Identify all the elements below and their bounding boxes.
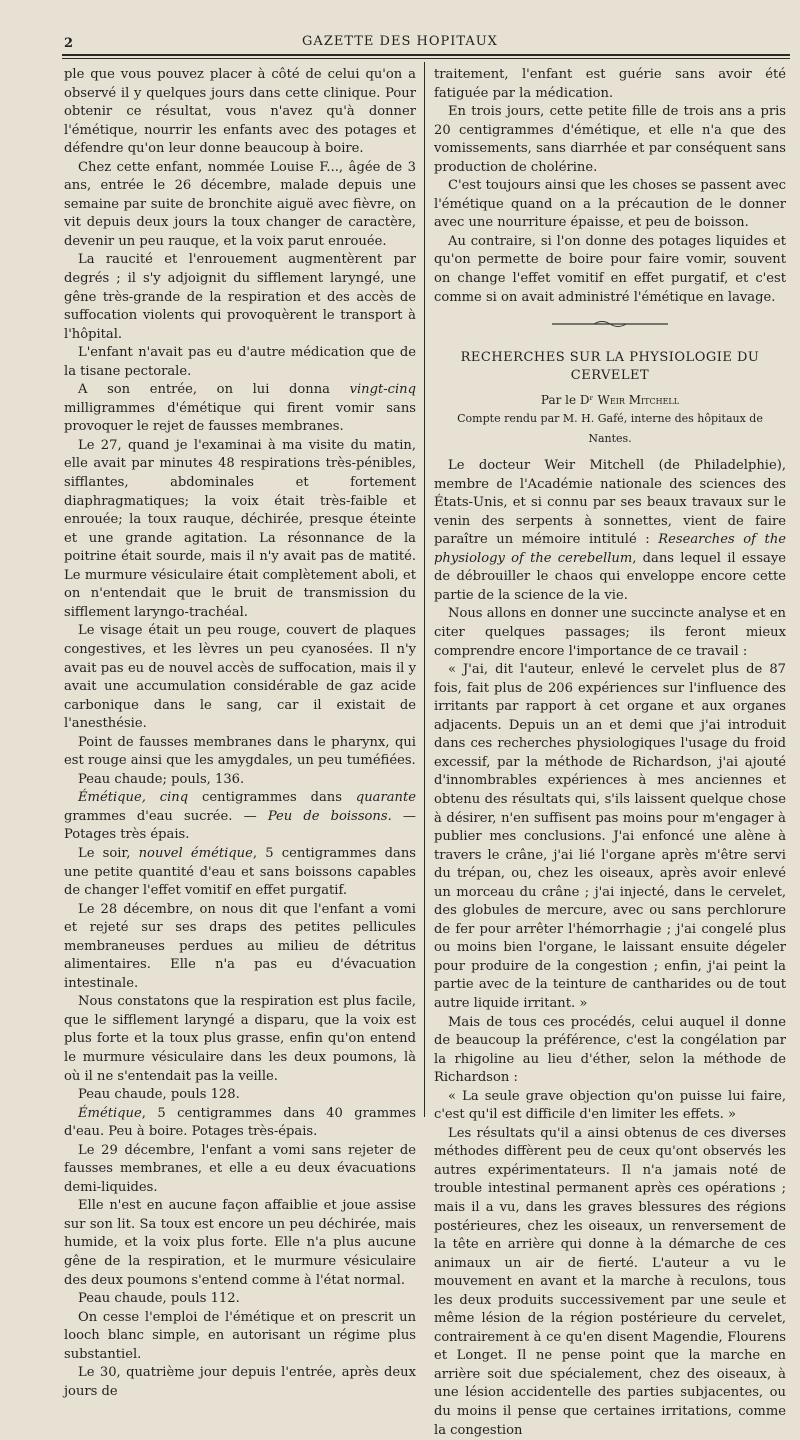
running-head: GAZETTE DES HOPITAUX <box>302 34 498 49</box>
text-run: Le soir, <box>78 845 139 861</box>
emphasis: Émétique <box>78 1105 142 1121</box>
emphasis: Émétique, cinq <box>78 790 189 806</box>
text-run: , 5 centigrammes dans une petite quantité d'eau et sans boissons capables de changer l'effet vomitif en effet purgatif. <box>64 845 416 899</box>
paragraph: Au contraire, si l'on donne des potages liquides et qu'on permette de boire pour faire vomir, souvent on change l'effet vomitif en effet purgatif, et c'est comme si on avait administré l'émétique en lavage. <box>434 233 786 305</box>
emphasis: vingt-cinq <box>349 382 416 398</box>
left-column <box>64 66 416 1401</box>
paragraph: Nous constatons que la respiration est plus facile, que le sifflement laryngé a disparu, que la voix est plus forte et la toux plus grasse, enfin qu'on entend le murmure vésiculaire dans les deux poumons, là où il ne s'entendait pas la veille. <box>64 994 416 1084</box>
paragraph: En trois jours, cette petite fille de trois ans a pris 20 centigrammes d'émétique, et elle n'a que des vomissements, sans diarrhée et par conséquent sans production de cholérine. <box>434 104 786 175</box>
header-rule <box>62 54 790 56</box>
paragraph: Elle n'est en aucune façon affaiblie et joue assise sur son lit. Sa toux est encore un peu déchirée, mais humide, et la voix plus forte. Elle n'a plus aucune gêne de la respiration, et le murmure vésiculaire des deux poumons s'entend comme à l'état normal. <box>64 1198 416 1288</box>
byline-prefix: Par le Dʳ <box>540 393 598 408</box>
column-divider <box>424 62 425 1117</box>
byline <box>434 391 786 409</box>
translator-name: Gafé <box>597 412 624 426</box>
paragraph: Le 30, quatrième jour depuis l'entrée, après deux jours de <box>64 1365 416 1399</box>
paragraph <box>64 789 416 845</box>
paragraph: ple que vous pouvez placer à côté de celui qu'on a observé il y quelques jours dans cette clinique. Pour obtenir ce résultat, vous n'avez qu'à donner l'émétique, nourrir les enfants avec des potages et défendre qu'on leur donne beaucoup à boire. <box>64 67 416 157</box>
page-number: 2 <box>64 36 74 51</box>
paragraph: C'est toujours ainsi que les choses se passent avec l'émétique quand on a la précaution de le donner avec une nourriture épaisse, et peu de boisson. <box>434 178 786 231</box>
text-run: Compte rendu par M. H. <box>457 412 598 426</box>
header-rule-thin <box>62 58 790 59</box>
ornament-rule-icon <box>550 319 670 329</box>
emphasis: Peu de boissons. <box>267 808 392 824</box>
paragraph: Peau chaude; pouls, 136. <box>78 771 245 787</box>
paragraph: L'enfant n'avait pas eu d'autre médication que de la tisane pectorale. <box>64 345 416 379</box>
text-run: , interne des hôpitaux de Nantes. <box>588 412 763 446</box>
translator-line <box>434 409 786 449</box>
article-title: RECHERCHES SUR LA PHYSIOLOGIE DU CERVELET <box>460 350 760 384</box>
paragraph: La raucité et l'enrouement augmentèrent par degrés ; il s'y adjoignit du sifflement laryngé, une gêne très-grande de la respiration et des accès de suffocation violents qui provoquèrent le transport à l'hôpital. <box>64 252 416 342</box>
author-name: Weir Mitchell <box>597 393 680 408</box>
text-run: milligrammes d'émétique qui firent vomir sans provoquer le rejet de fausses membranes. <box>64 400 416 435</box>
emphasis: nouvel émétique <box>138 845 253 861</box>
text-run: , dans lequel il essaye de débrouiller le chaos qui enveloppe encore cette partie de la science de la vie. <box>434 550 786 603</box>
emphasis: quarante <box>355 790 416 806</box>
paragraph: Point de fausses membranes dans le pharynx, qui est rouge ainsi que les amygdales, un peu tuméfiées. <box>64 734 416 769</box>
paragraph: « J'ai, dit l'auteur, enlevé le cervelet plus de 87 fois, fait plus de 206 expériences sur l'influence des irritants par rapport à cet organe et aux organes adjacents. Depuis un an et demi que j'ai introduit dans ces recherches physiologiques l'usage du froid excessif, par la méthode de Richardson, j'ai ajouté d'innombrables expériences à mes anciennes et obtenu des résultats qui, s'ils laissent quelque chose à désirer, n'en suffisent pas moins pour m'engager à publier mes conclusions. J'ai enfoncé une alène à travers le crâne, j'ai lié l'organe après m'être servi du trépan, ou, chez les oiseaux, après avoir enlevé un morceau du crâne ; j'ai injecté, dans le cervelet, des globules de mercure, avec ou sans perchlorure de fer pour arrêter l'hémorrhagie ; j'ai congelé plus ou moins bien l'organe, le laissant ensuite dégeler pour produire de la congestion ; enfin, j'ai peint la partie avec de la teinture de cantharides ou de tout autre liquide irritant. » <box>434 662 786 1011</box>
text-run: grammes d'eau sucrée. — <box>64 808 268 824</box>
paragraph: « La seule grave objection qu'on puisse lui faire, c'est qu'il est difficile d'en limiter les effets. » <box>434 1088 786 1123</box>
paragraph: Chez cette enfant, nommée Louise F..., âgée de 3 ans, entrée le 26 décembre, malade depuis une semaine par suite de bronchite aiguë avec fièvre, on vit depuis deux jours la toux changer de caractère, devenir un peu rauque, et la voix parut enrouée. <box>64 159 416 249</box>
paragraph: On cesse l'emploi de l'émétique et on prescrit un looch blanc simple, en autorisant un régime plus substantiel. <box>64 1309 416 1362</box>
paragraph <box>64 381 416 437</box>
paragraph: Mais de tous ces procédés, celui auquel il donne de beaucoup la préférence, c'est la congélation par la rhigoline au lieu d'éther, selon la méthode de Richardson : <box>434 1014 786 1086</box>
text-run: A son entrée, on lui donna <box>78 382 350 398</box>
paragraph: Peau chaude, pouls 128. <box>78 1087 240 1103</box>
right-column <box>434 66 786 1440</box>
text-run: Le docteur Weir Mitchell (de Philadelphie), membre de l'Académie nationale des sciences des États-Unis, et si connu par ses beaux travaux sur le venin des serpents à sonnettes, vient de faire paraître un mémoire intitulé : <box>434 458 786 548</box>
paragraph: Le 29 décembre, l'enfant a vomi sans rejeter de fausses membranes, et elle a eu deux évacuations demi-liquides. <box>64 1142 416 1195</box>
paragraph: traitement, l'enfant est guérie sans avoir été fatiguée par la médication. <box>434 67 786 101</box>
section-ornament <box>434 317 786 335</box>
text-run: centigrammes dans <box>188 790 356 806</box>
paragraph: Peau chaude, pouls 112. <box>78 1291 240 1307</box>
paragraph <box>64 1105 416 1142</box>
text-run: , 5 centigrammes dans 40 grammes d'eau. Peu à boire. Potages très-épais. <box>64 1105 416 1140</box>
emphasis: Researches of the physiology of the cerebellum <box>434 532 786 566</box>
paragraph: Les résultats qu'il a ainsi obtenus de ces diverses méthodes diffèrent peu de ceux qu'ont observés les autres expérimentateurs. Il n'a jamais noté de trouble intestinal permanent après ces opérations ; mais il a vu, dans les graves blessures des régions postérieures, chez les oiseaux, un renversement de la tête en arrière qui donne à la démarche de ces animaux un air de fierté. L'auteur a vu le mouvement en avant et la marche à reculons, tous les deux produits successivement par une seule et même lésion de la région postérieure du cervelet, contrairement à ce qu'en disent Magendie, Flourens et Longet. Il ne pense point que la marche en arrière soit due spécialement, chez des oiseaux, à une lésion accidentelle des parties subjacentes, ou du moins il pense que certaines irritations, comme la congestion <box>434 1125 786 1438</box>
text-run: — Potages très épais. <box>64 808 416 843</box>
paragraph <box>434 457 786 605</box>
paragraph: Le visage était un peu rouge, couvert de plaques congestives, et les lèvres un peu cyanosées. Il n'y avait pas eu de nouvel accès de suffocation, mais il y avait une accumulation considérable de gaz acide carbonique dans le sang, car il existait de l'anesthésie. <box>64 623 416 732</box>
paragraph: Nous allons en donner une succincte analyse et en citer quelques passages; ils feront mieux comprendre encore l'importance de ce travail : <box>434 606 786 659</box>
paragraph: Le 27, quand je l'examinai à ma visite du matin, elle avait par minutes 48 respirations très-pénibles, sifflantes, abdominales et fortement diaphragmatiques; la voix était très-faible et enrouée; la toux rauque, déchirée, presque éteinte et une grande agitation. La résonnance de la poitrine était sourde, mais il n'y avait pas de matité. Le murmure vésiculaire était complètement aboli, et on n'entendait que le bruit de transmission du sifflement laryngo-trachéal. <box>64 437 416 620</box>
paragraph: Le 28 décembre, on nous dit que l'enfant a vomi et rejeté sur ses draps des petites pellicules membraneuses perdues au milieu de détritus alimentaires. Elle n'a pas eu d'évacuation intestinale. <box>64 901 416 991</box>
paragraph <box>64 845 416 901</box>
